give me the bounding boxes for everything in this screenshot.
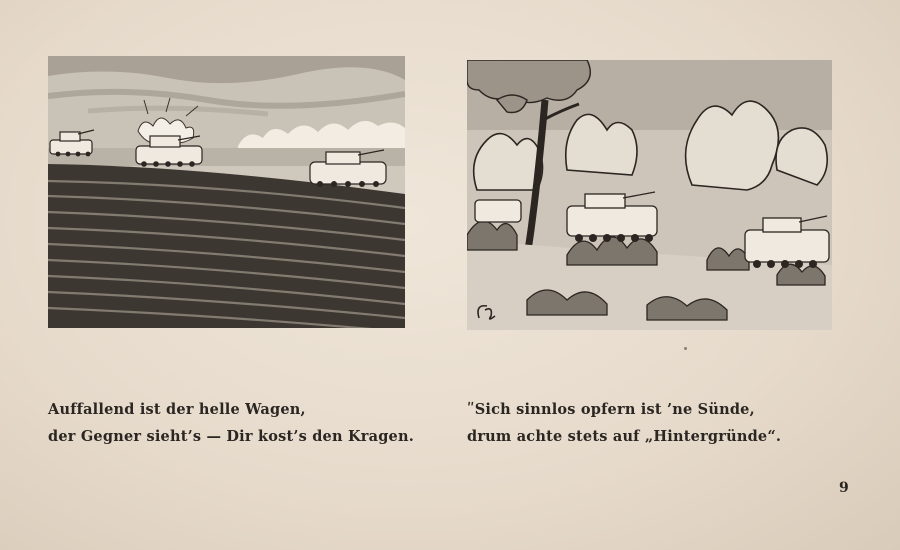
caption-right [467, 396, 781, 450]
caption-line: drum achte stets auf „Hintergründe“. [467, 428, 782, 445]
illustration-camouflaged-tanks [467, 60, 832, 330]
caption-line: der Gegner sieht’s — Dir kost’s den Kragen. [48, 428, 414, 445]
caption-line: Auffallend ist der helle Wagen, [48, 401, 306, 418]
caption-left [48, 396, 414, 450]
paper-speck [684, 347, 687, 350]
illustration-open-field-tanks [48, 56, 405, 328]
page-number: 9 [839, 480, 849, 496]
caption-line: ʺSich sinnlos opfern ist ’ne Sünde, [467, 401, 755, 418]
